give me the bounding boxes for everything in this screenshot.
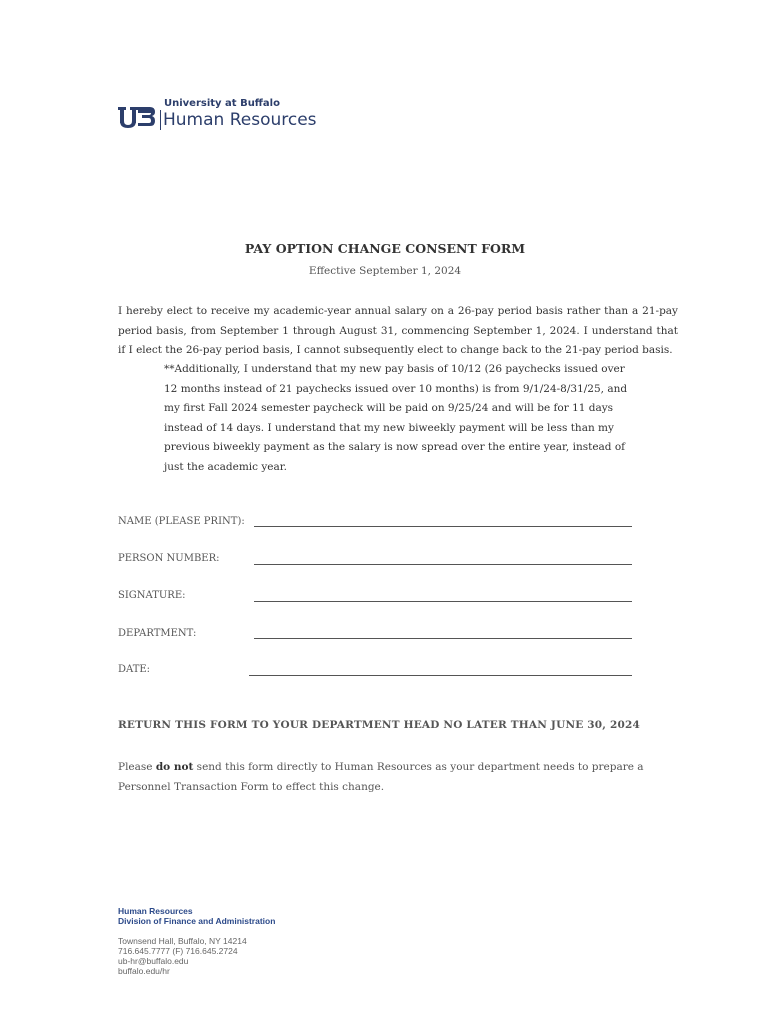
person-number-input-line[interactable] <box>254 564 632 565</box>
name-label: NAME (PLEASE PRINT): <box>118 516 245 527</box>
footer-contact <box>118 936 275 976</box>
person-number-label: PERSON NUMBER: <box>118 553 220 564</box>
signature-input-line[interactable] <box>254 601 632 602</box>
signature-label: SIGNATURE: <box>118 590 186 601</box>
date-input-line[interactable] <box>249 675 632 676</box>
department-input-line[interactable] <box>254 638 632 639</box>
form-title: PAY OPTION CHANGE CONSENT FORM <box>244 241 526 256</box>
date-label: DATE: <box>118 664 151 675</box>
footer-address: Townsend Hall, Buffalo, NY 14214 <box>118 936 247 946</box>
consent-paragraph: I hereby elect to receive my academic-year annual salary on a 26-pay period basis rather than a 21-pay period basis, from September 1 through August 31, commencing September 1, 2024. I understand that if I elect the 26-pay period basis, I cannot subsequently elect to change back to the 21-pay period basis. <box>118 305 678 356</box>
effective-date: Effective September 1, 2024 <box>308 265 462 277</box>
department-label: DEPARTMENT: <box>118 628 197 639</box>
additional-paragraph: **Additionally, I understand that my new pay basis of 10/12 (26 paychecks issued over 12 months instead of 21 paychecks issued over 10 months) is from 9/1/24-8/31/25, and my first Fall 2024 semester paycheck will be paid on 9/25/24 and will be for 11 days instead of 14 days. I understand that my new biweekly payment will be less than my previous biweekly payment as the salary is now spread over the entire year, instead of just the academic year. <box>164 363 628 473</box>
footer-division: Division of Finance and Administration <box>118 916 276 926</box>
return-instruction: RETURN THIS FORM TO YOUR DEPARTMENT HEAD NO LATER THAN JUNE 30, 2024 <box>118 719 641 731</box>
ub-logo-icon <box>118 107 156 129</box>
please-text-start: Please <box>118 761 156 773</box>
please-note <box>118 758 658 797</box>
footer-department: Human Resources <box>118 906 193 916</box>
department-name: Human Resources <box>160 110 317 130</box>
please-emphasis: do not <box>155 761 194 773</box>
footer-email[interactable]: ub-hr@buffalo.edu <box>118 956 189 966</box>
footer-web[interactable]: buffalo.edu/hr <box>118 966 170 976</box>
footer-phone: 716.645.7777 (F) 716.645.2724 <box>118 946 238 956</box>
please-text-end: send this form directly to Human Resources as your department needs to prepare a Personnel Transaction Form to effect this change. <box>118 761 644 793</box>
name-input-line[interactable] <box>254 526 632 527</box>
footer <box>118 906 275 976</box>
university-name: University at Buffalo <box>164 98 280 109</box>
